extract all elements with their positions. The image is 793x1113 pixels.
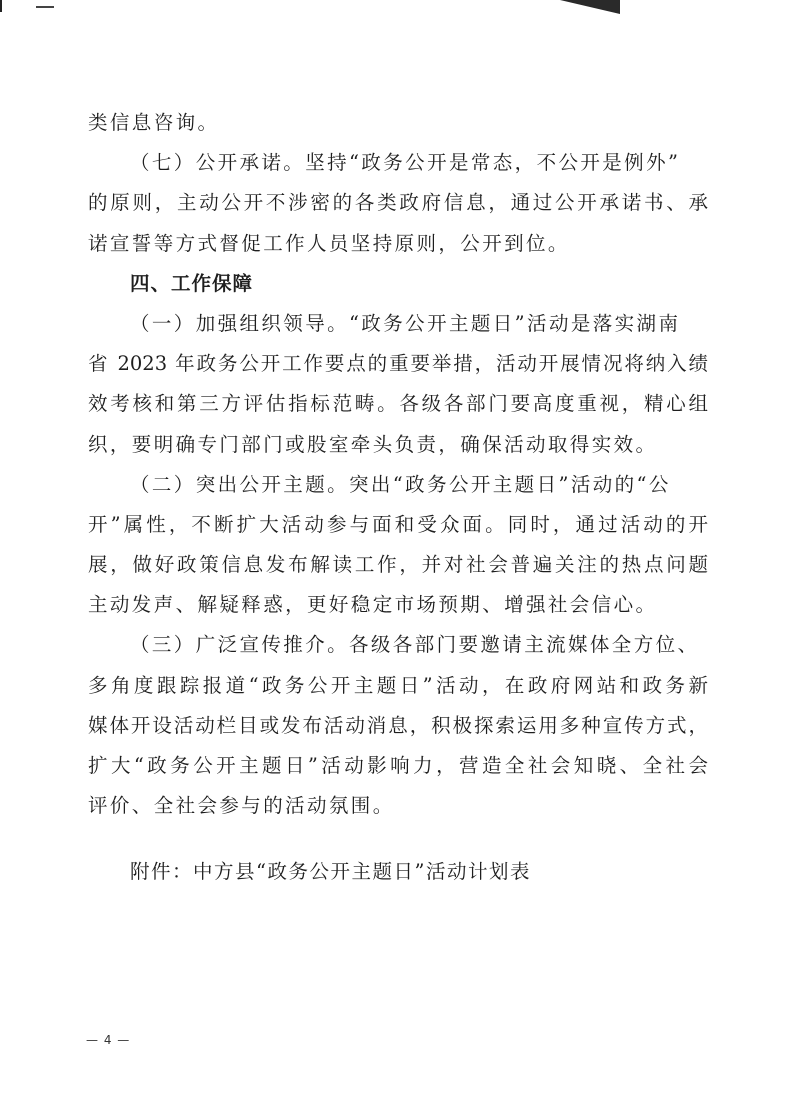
text-line: 诺宣誓等方式督促工作人员坚持原则，公开到位。 xyxy=(88,231,570,255)
scan-corner-shadow xyxy=(560,0,620,14)
text-line: 媒体开设活动栏目或发布活动消息，积极探索运用多种宣传方式， xyxy=(88,713,708,737)
scan-edge-dash xyxy=(36,6,54,8)
page-number: — 4 — xyxy=(86,1033,131,1047)
text-line: 主动发声、解疑释惑，更好稳定市场预期、增强社会信心。 xyxy=(88,593,658,617)
text-line: 评价、全社会参与的活动氛围。 xyxy=(88,794,395,818)
text-line: 的原则，主动公开不涉密的各类政府信息，通过公开承诺书、承 xyxy=(88,191,708,215)
text-line: 扩大“政务公开主题日”活动影响力，营造全社会知晓、全社会 xyxy=(88,754,708,777)
scan-edge-mark xyxy=(0,0,2,12)
text-line: 多角度跟踪报道“政务公开主题日”活动，在政府网站和政务新 xyxy=(88,673,708,697)
attachment-note: 附件：中方县“政务公开主题日”活动计划表 xyxy=(130,860,531,884)
paragraph-gap xyxy=(88,834,708,860)
text-line: （三）广泛宣传推介。各级各部门要邀请主流媒体全方位、 xyxy=(130,633,700,657)
text-line: 织，要明确专门部门或股室牵头负责，确保活动取得实效。 xyxy=(88,432,658,456)
text-line: 开”属性，不断扩大活动参与面和受众面。同时，通过活动的开 xyxy=(88,512,708,536)
section-heading: 四、工作保障 xyxy=(130,271,254,295)
document-body xyxy=(88,111,708,901)
text-line: （一）加强组织领导。“政务公开主题日”活动是落实湖南 xyxy=(130,311,681,335)
text-line: （七）公开承诺。坚持“政务公开是常态，不公开是例外” xyxy=(130,151,681,175)
text-line: 展，做好政策信息发布解读工作，并对社会普遍关注的热点问题 xyxy=(88,553,708,577)
text-line: 省 2023 年政务公开工作要点的重要举措，活动开展情况将纳入绩 xyxy=(88,352,708,376)
text-line: （二）突出公开主题。突出“政务公开主题日”活动的“公 xyxy=(130,472,671,496)
text-line: 类信息咨询。 xyxy=(88,111,220,134)
text-line: 效考核和第三方评估指标范畴。各级各部门要高度重视，精心组 xyxy=(88,392,708,416)
